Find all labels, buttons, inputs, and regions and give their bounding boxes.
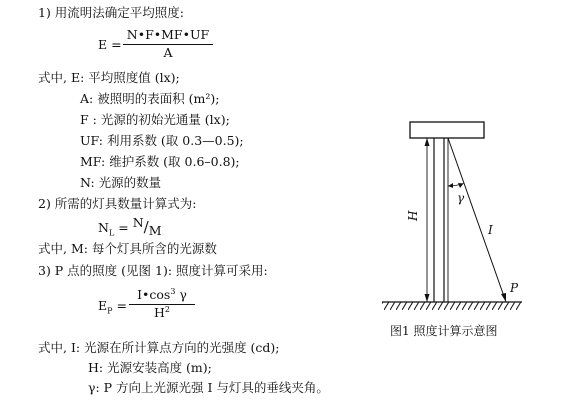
definition-gamma: γ: P 方向上光源光强 I 与灯具的垂线夹角。 [88, 380, 329, 395]
label-p: P [510, 281, 519, 295]
definition-mf: MF: 维护系数 (取 0.6–0.8); [80, 154, 240, 169]
light-ray [448, 138, 506, 302]
formula-2-denominator: M [148, 223, 162, 238]
illumination-diagram [372, 110, 532, 330]
formula-3-denominator-main: H [154, 304, 165, 320]
luminaire-head [410, 122, 484, 138]
definition-i: 式中, I: 光源在所计算点方向的光强度 (cd); [38, 340, 280, 355]
height-arrow-bottom [425, 294, 430, 302]
formula-3-equals: = [116, 298, 127, 313]
formula-3-numerator [129, 286, 195, 305]
formula-3-numerator-gamma: γ [175, 287, 187, 302]
ground-hatching [382, 302, 522, 310]
formula-1-lhs: E = [98, 37, 122, 52]
figure-caption: 图1 照度计算示意图 [390, 324, 498, 338]
definition-uf: UF: 利用系数 (取 0.3—0.5); [80, 133, 244, 148]
formula-3-lhs [98, 298, 127, 316]
definition-a: A: 被照明的表面积 (m²); [80, 91, 220, 106]
formula-3-denominator [129, 305, 195, 320]
formula-3-fraction [129, 286, 195, 320]
gamma-arrow-left [448, 183, 453, 188]
label-i: I [488, 223, 493, 237]
definition-e: 式中, E: 平均照度值 (lx); [38, 70, 180, 85]
formula-3-numerator-exponent: 3 [170, 286, 176, 296]
formula-1-numerator: N•F•MF•UF [123, 29, 213, 45]
step-1-heading: 1) 用流明法确定平均照度: [38, 5, 185, 20]
definition-h: H: 光源安装高度 (m); [88, 360, 212, 375]
definition-m: 式中, M: 每个灯具所含的光源数 [38, 241, 217, 256]
formula-2-slash: / [143, 218, 149, 236]
formula-1-fraction [123, 29, 213, 59]
formula-2-equals: = [118, 220, 129, 235]
gamma-arrow-right [458, 183, 464, 188]
formula-2-numerator: N [132, 215, 144, 230]
definition-f: F : 光源的初始光通量 (lx); [80, 112, 230, 127]
formula-2-lhs-subscript: L [108, 228, 115, 238]
label-h: H [406, 210, 420, 221]
height-arrow-top [425, 138, 430, 146]
formula-3-lhs-main: E [98, 298, 108, 313]
definition-n: N: 光源的数量 [80, 175, 162, 190]
formula-3-denominator-exponent: 2 [164, 304, 170, 314]
label-gamma: γ [457, 191, 465, 205]
light-ray-arrowhead [501, 293, 506, 302]
formula-3-lhs-subscript: P [107, 306, 113, 316]
formula-2 [98, 215, 162, 238]
step-3-heading: 3) P 点的照度 (见图 1): 照度计算可采用: [38, 263, 268, 278]
formula-1-denominator: A [163, 44, 173, 60]
step-2-heading: 2) 所需的灯具数量计算式为: [38, 196, 197, 211]
formula-3-numerator-main: I•cos [137, 287, 171, 302]
formula-2-lhs: N [98, 220, 109, 235]
